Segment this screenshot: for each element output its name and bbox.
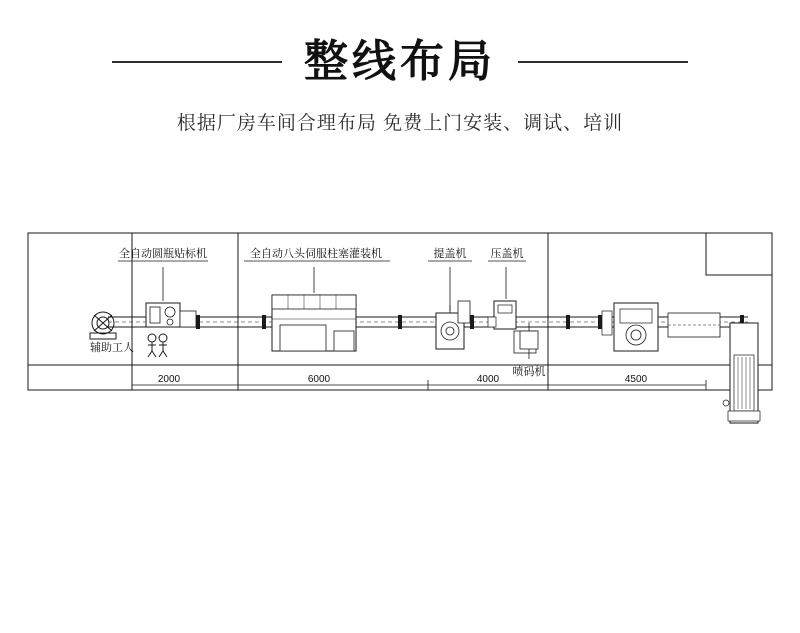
dimension-2: 6000 xyxy=(307,374,331,385)
dimension-line xyxy=(132,380,706,390)
dimension-3: 4000 xyxy=(476,374,500,385)
label-inkjet: 喷码机 xyxy=(512,366,546,378)
piston-filling-machine xyxy=(272,295,356,351)
labeling-machine xyxy=(146,303,196,327)
page-header xyxy=(0,0,800,135)
title-row xyxy=(0,38,800,86)
label-labeler: 全自动圆瓶贴标机 xyxy=(119,248,207,260)
bottle-unscrambler xyxy=(90,312,116,339)
page-subtitle: 根据厂房车间合理布局 免费上门安装、调试、培训 xyxy=(176,113,624,135)
dimension-4: 4500 xyxy=(624,374,648,385)
title-rule-right xyxy=(518,61,688,63)
side-station xyxy=(723,323,760,423)
page-title: 整线布局 xyxy=(304,37,496,86)
title-rule-left xyxy=(112,61,282,63)
label-filler: 全自动八头伺服柱塞灌装机 xyxy=(250,248,382,260)
cap-feeder-machine xyxy=(436,301,470,349)
label-capper: 压盖机 xyxy=(490,248,524,260)
label-cap-feeder: 提盖机 xyxy=(433,248,467,260)
line-layout-drawing xyxy=(0,205,800,505)
dimension-1: 2000 xyxy=(157,374,181,385)
worker-icon xyxy=(148,334,167,357)
label-worker: 辅助工人 xyxy=(90,342,134,354)
